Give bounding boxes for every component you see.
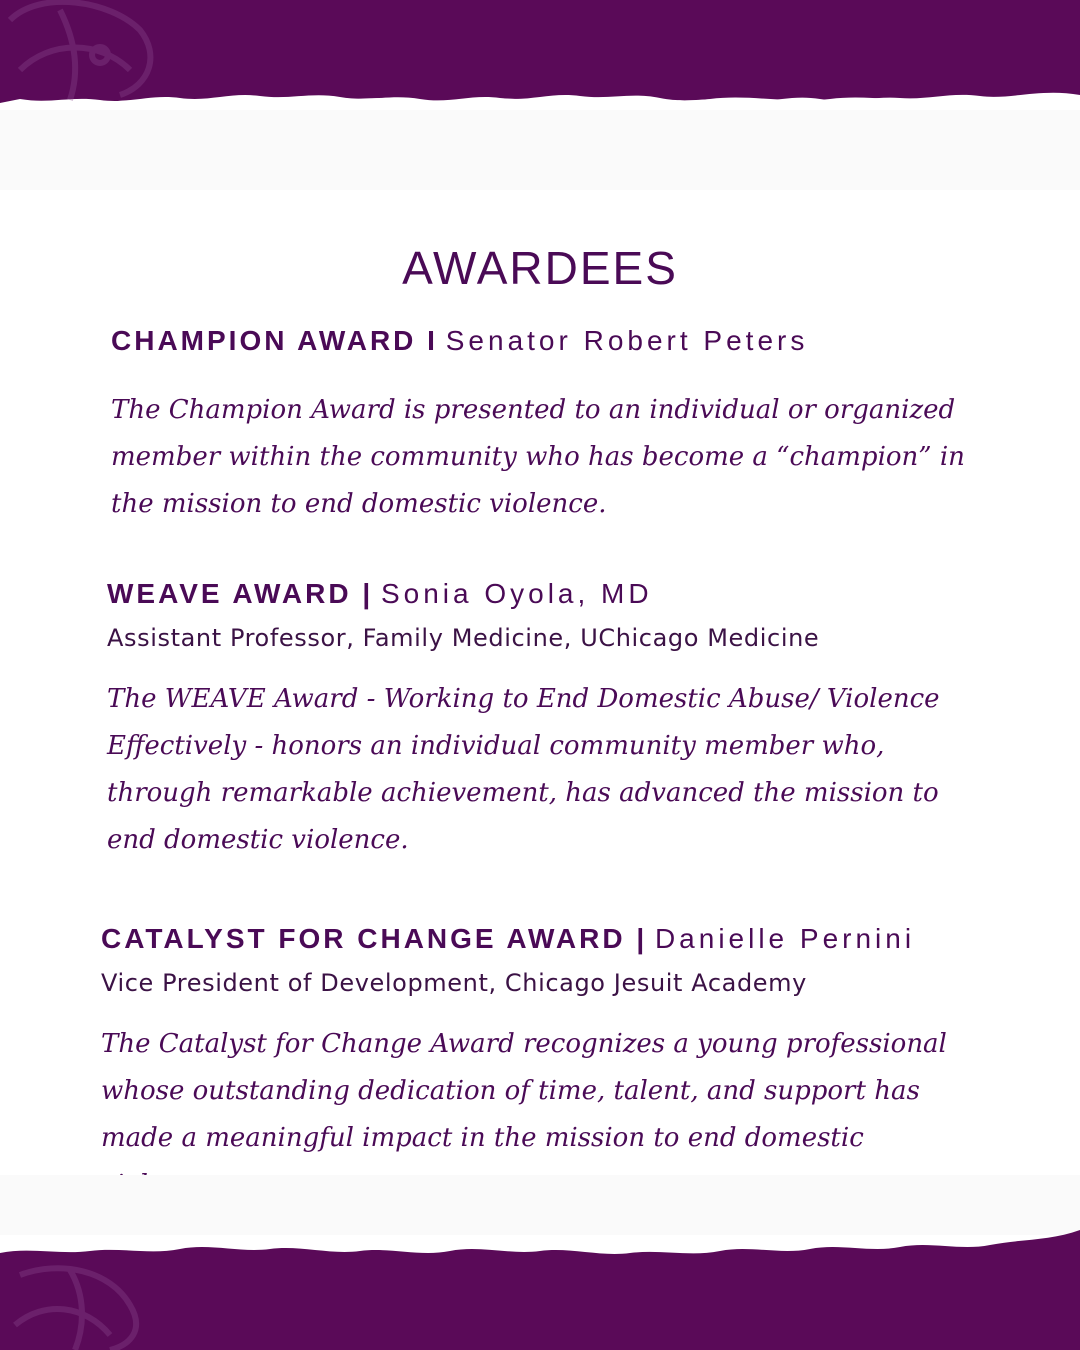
award-name: WEAVE AWARD | [107, 578, 374, 609]
award-catalyst-for-change [101, 923, 981, 1209]
bottom-decorative-band [0, 1175, 1080, 1350]
award-recipient: Danielle Pernini [654, 923, 916, 954]
award-heading [101, 923, 981, 955]
award-name: CATALYST FOR CHANGE AWARD | [101, 923, 648, 954]
award-champion [111, 325, 991, 528]
award-description: The Champion Award is presented to an individual or organized member within the community who has become a “champion” in the mission to end domestic violence. [111, 395, 965, 519]
page-title: AWARDEES [402, 241, 678, 294]
award-name: CHAMPION AWARD I [111, 325, 438, 356]
top-decorative-band [0, 0, 1080, 190]
award-weave [107, 578, 987, 864]
award-description: The WEAVE Award - Working to End Domestic Abuse/ Violence Effectively - honors an individual community member who, through remarkable achievement, has advanced the mission to end domestic violence. [107, 684, 940, 855]
award-description: The Catalyst for Change Award recognizes a young professional whose outstanding dedication of time, talent, and support has made a meaningful impact in the mission to end domestic [101, 1029, 947, 1153]
award-heading [111, 325, 991, 357]
award-recipient: Sonia Oyola, MD [380, 578, 653, 609]
recipient-role: Vice President of Development, Chicago Jesuit Academy [101, 969, 807, 997]
award-heading [107, 578, 987, 610]
recipient-role: Assistant Professor, Family Medicine, UChicago Medicine [107, 624, 820, 652]
award-recipient: Senator Robert Peters [445, 325, 809, 356]
